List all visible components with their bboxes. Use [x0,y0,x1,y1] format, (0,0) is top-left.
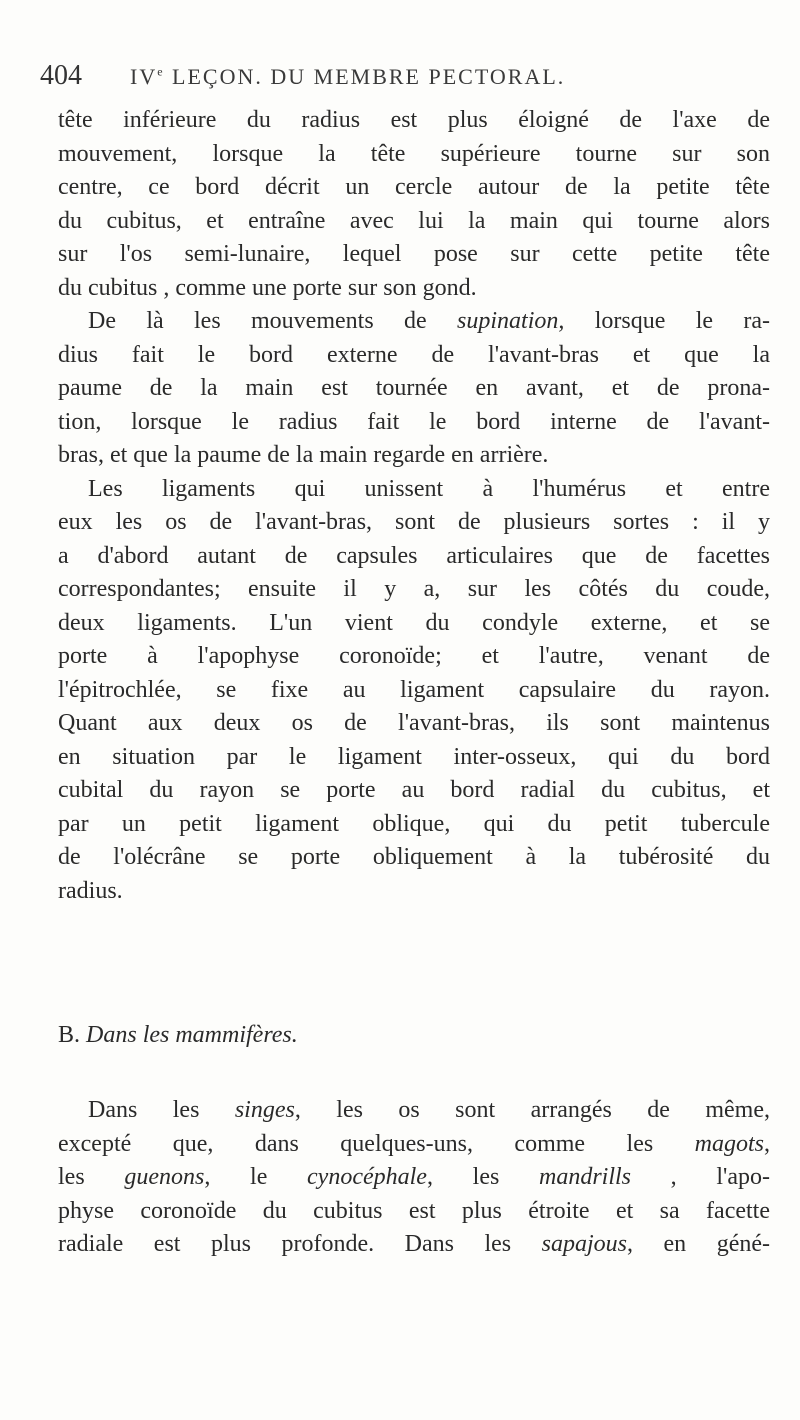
text-line: l'épitrochlée, se fixe au ligament capsulaire du rayon. [58,676,770,703]
text-run: lorsque le ra- [564,308,771,334]
text-run: les [58,1164,125,1190]
text-run: radiale est plus profonde. Dans les [58,1231,542,1257]
running-head-sup: e [157,64,165,79]
text-line [58,1228,770,1262]
text-line: bras, et que la paume de la main regarde en arrière. [58,442,549,468]
text-line: dius fait le bord externe de l'avant-bras et que la [58,341,770,368]
text-run: excepté que, dans quelques-uns, comme les [58,1130,695,1157]
section-letter: B. [58,1022,81,1048]
italic-term: magots [694,1130,764,1157]
italic-term: mandrills [538,1164,631,1190]
text-line [58,305,770,339]
text-line [58,1094,770,1128]
italic-term: cynocéphale [307,1164,427,1190]
text-line: du cubitus , comme une porte sur son gond. [58,274,477,301]
text-line: eux les os de l'avant-bras, sont de plusieurs sortes : il y [58,509,770,535]
text-run: , l'apo- [631,1164,770,1190]
page-header [40,60,760,100]
text-run: , le [204,1164,308,1190]
text-line: tion, lorsque le radius fait le bord interne de l'avant- [58,408,770,435]
text-line: Les ligaments qui unissent à l'humérus et entre [88,475,770,502]
text-line: porte à l'apophyse coronoïde; et l'autre, venant de [58,643,770,669]
page-number: 404 [40,60,82,91]
text-line: mouvement, lorsque la tête supérieure tourne sur son [58,140,770,167]
text-line: cubital du rayon se porte au bord radial du cubitus, et [58,777,770,803]
section-heading [58,1022,298,1049]
text-line: de l'olécrâne se porte obliquement à la tubérosité du [58,844,770,870]
italic-term: singes [234,1097,295,1123]
text-line: tête inférieure du radius est plus éloigné de l'axe de [58,107,770,133]
text-line: sur l'os semi-lunaire, lequel pose sur cette petite tête [58,241,770,267]
text-line: en situation par le ligament inter-osseux, qui du bord [58,743,770,770]
text-line: Quant aux deux os de l'avant-bras, ils sont maintenus [58,710,770,736]
text-line: paume de la main est tournée en avant, et de prona- [58,375,770,401]
italic-term: supination, [457,308,565,334]
text-line: radius. [58,877,123,904]
text-run: , les [426,1164,539,1190]
text-line: correspondantes; ensuite il y a, sur les côtés du coude, [58,576,770,602]
text-run: , [764,1130,770,1157]
text-line: centre, ce bord décrit un cercle autour de la petite tête [58,174,770,200]
section-title: Dans les mammifères. [86,1022,298,1048]
italic-term: guenons [124,1164,205,1190]
main-text [58,104,770,908]
running-head [130,64,565,90]
italic-term: sapajous [541,1231,628,1257]
text-line: par un petit ligament oblique, qui du petit tubercule [58,810,770,837]
text-line: deux ligaments. L'un vient du condyle externe, et se [58,609,770,636]
text-line: a d'abord autant de capsules articulaires que de facettes [58,542,770,569]
text-run: De là les mouvements de [88,308,458,334]
text-run: , en géné- [627,1231,770,1257]
text-line [58,1161,770,1195]
text-line: physe coronoïde du cubitus est plus étroite et sa facette [58,1197,770,1224]
running-head-prefix: IV [130,64,158,89]
text-line [58,1128,770,1162]
section-text [58,1094,770,1262]
text-run: , les os sont arrangés de même, [294,1097,770,1123]
running-head-text: LEÇON. DU MEMBRE PECTORAL. [164,64,566,89]
text-run: Dans les [88,1097,235,1123]
text-line: du cubitus, et entraîne avec lui la main qui tourne alors [58,207,770,234]
